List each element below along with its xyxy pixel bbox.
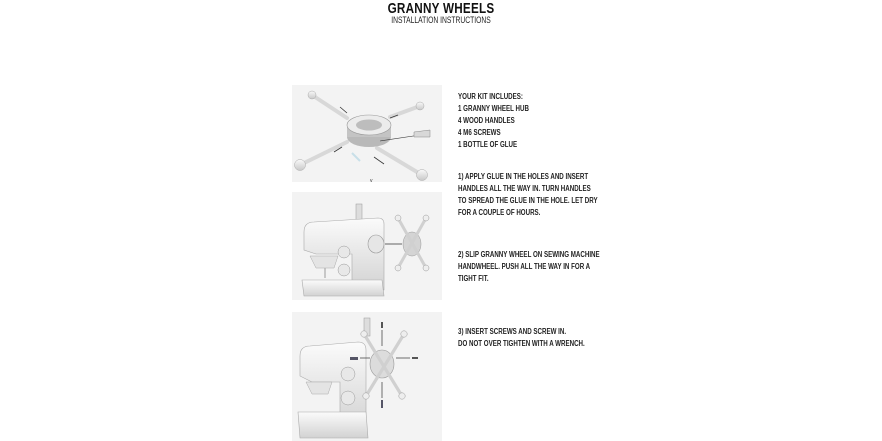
step-1-line: 1) APPLY GLUE IN THE HOLES AND INSERT — [458, 171, 589, 181]
illustration-hub-assembly — [292, 85, 442, 182]
hub-handles-icon — [292, 85, 442, 182]
page-title: GRANNY WHEELS — [387, 0, 495, 17]
kit-contents — [458, 90, 529, 150]
step-2-line: 2) SLIP GRANNY WHEEL ON SEWING MACHINE — [458, 249, 600, 259]
illustration-slip-wheel — [292, 192, 442, 300]
step-3 — [458, 325, 585, 349]
svg-text:v: v — [370, 178, 373, 182]
kit-item: 4 WOOD HANDLES — [458, 115, 515, 125]
step-1-line: FOR A COUPLE OF HOURS. — [458, 207, 541, 217]
sewing-machine-icon — [292, 192, 442, 300]
step-3-line: DO NOT OVER TIGHTEN WITH A WRENCH. — [458, 338, 585, 348]
step-1-line: TO SPREAD THE GLUE IN THE HOLE. LET DRY — [458, 195, 598, 205]
kit-item: 1 GRANNY WHEEL HUB — [458, 103, 529, 113]
step-2 — [458, 248, 600, 284]
step-2-line: HANDWHEEL. PUSH ALL THE WAY IN FOR A — [458, 261, 591, 271]
page-subtitle: INSTALLATION INSTRUCTIONS — [391, 15, 491, 25]
step-1 — [458, 170, 598, 218]
kit-item: 4 M6 SCREWS — [458, 127, 501, 137]
kit-item: 1 BOTTLE OF GLUE — [458, 139, 518, 149]
illustration-insert-screws — [292, 312, 442, 441]
kit-heading: YOUR KIT INCLUDES: — [458, 91, 523, 101]
step-1-line: HANDLES ALL THE WAY IN. TURN HANDLES — [458, 183, 591, 193]
sewing-machine-screws-icon — [292, 312, 442, 441]
step-2-line: TIGHT FIT. — [458, 273, 489, 283]
step-3-line: 3) INSERT SCREWS AND SCREW IN. — [458, 326, 567, 336]
